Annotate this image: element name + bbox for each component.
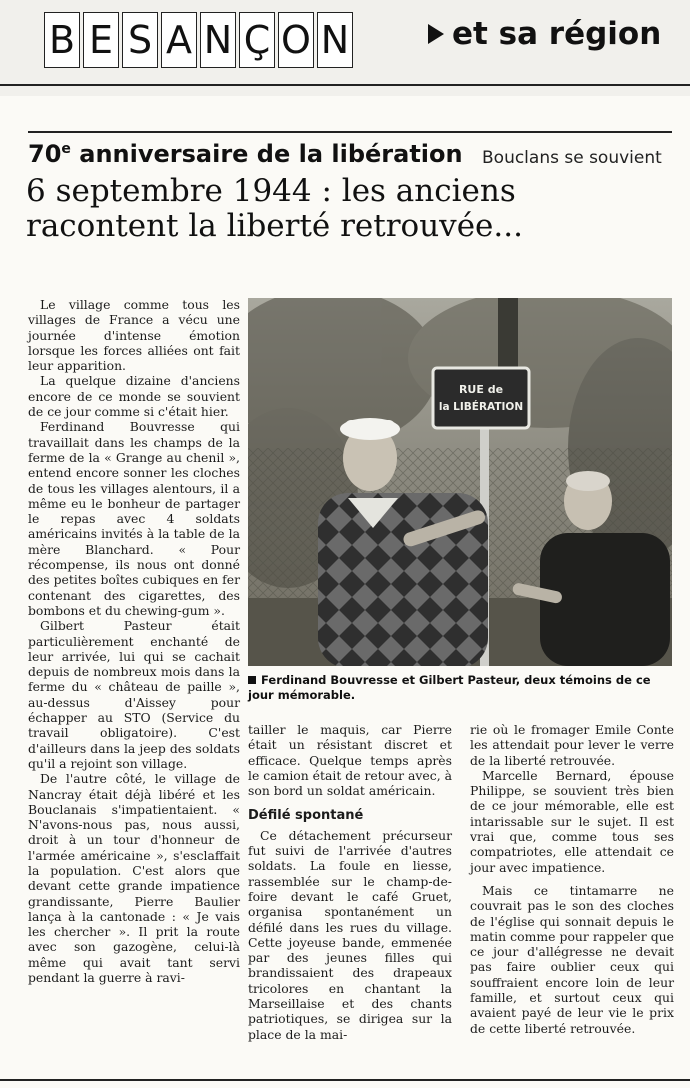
masthead-letter: Ç <box>239 12 275 68</box>
sign-line-2: la LIBÉRATION <box>438 401 524 413</box>
article-column-2 <box>248 722 452 1042</box>
masthead-letter: O <box>278 12 314 68</box>
paragraph: Ce détachement précurseur fut suivi de l'arrivée d'autres soldats. La foule en liesse, rassemblée sur le champ-de-foire devant le café Gruet, organisa spontanément un défilé dans les rues du village. Cette joyeuse bande, emmenée par des jeunes filles qui brandissaient des drapeaux tricolores en chantant la Marseillaise et des chants patriotiques, se dirigea sur la place de la mai- <box>248 827 452 1042</box>
paragraph: Marcelle Bernard, épouse Philippe, se souvient très bien de ce jour mémorable, elle est intarissable sur le sujet. Il est vrai que, comme tous ses compatriotes, elle attendait ce jour avec impatience. <box>470 767 674 875</box>
headline-line-2: racontent la liberté retrouvée... <box>26 208 523 244</box>
headline-line-1: 6 septembre 1944 : les anciens <box>26 173 516 209</box>
kicker-subtitle: Bouclans se souvient <box>482 148 662 168</box>
region-label: et sa région <box>452 16 662 52</box>
article-column-1 <box>28 297 240 985</box>
masthead-rule <box>0 84 690 86</box>
masthead-region <box>428 16 661 52</box>
triangle-arrow-icon <box>428 24 444 44</box>
kicker-superscript: e <box>61 141 71 157</box>
photo-illustration <box>248 298 672 666</box>
footer-rule <box>0 1079 690 1081</box>
paragraph: Le village comme tous les villages de France a vécu une journée d'intense émotion lorsque les forces alliées ont fait leur apparition. <box>28 297 240 374</box>
paragraph: Ferdinand Bouvresse qui travaillait dans les champs de la ferme de la « Grange au chenil », entend encore sonner les cloches de tous les villages alentours, il a même eu le bonheur de partager le repas avec 4 soldats américains invités à la table de la mère Blanchard. « Pour récompense, ils nous ont donné des petites boîtes cubiques en fer contenant des cigarettes, des bombons et du chewing-gum ». <box>28 419 240 618</box>
paragraph: Mais ce tintamarre ne couvrait pas le son des cloches de l'église qui sonnait depuis le matin comme pour rappeler que ce jour d'allégresse ne devait pas faire oublier ceux qui souffraient encore loin de leur famille, et surtout ceux qui avaient payé de leur vie le prix de cette liberté retrouvée. <box>470 882 674 1036</box>
paragraph-continued: tailler le maquis, car Pierre était un résistant discret et efficace. Quelque temps après le camion était de retour avec, à son bord un soldat américain. <box>248 722 452 799</box>
article-column-3 <box>470 722 674 1036</box>
caption-text: Ferdinand Bouvresse et Gilbert Pasteur, deux témoins de ce jour mémorable. <box>248 673 651 702</box>
masthead-letter: N <box>317 12 353 68</box>
masthead-letter: S <box>122 12 158 68</box>
kicker-number: 70 <box>28 140 62 168</box>
sign-line-1: RUE de <box>458 383 504 396</box>
masthead-letter: B <box>44 12 80 68</box>
headline-title <box>26 174 666 244</box>
paragraph-continued: rie où le fromager Emile Conte les attendait pour lever le verre de la liberté retrouvée. <box>470 722 674 768</box>
square-bullet-icon <box>248 676 256 684</box>
photo-caption <box>248 673 672 703</box>
kicker <box>28 140 463 168</box>
masthead-city <box>44 12 356 68</box>
kicker-text: anniversaire de la libération <box>70 140 463 168</box>
photo <box>248 298 672 666</box>
masthead-letter: E <box>83 12 119 68</box>
headline-rule <box>28 131 672 133</box>
paragraph: La quelque dizaine d'anciens encore de ce monde se souvient de ce jour comme si c'était hier. <box>28 373 240 420</box>
subheading: Défilé spontané <box>248 808 364 824</box>
masthead-letter: N <box>200 12 236 68</box>
paragraph: Gilbert Pasteur était particulièrement enchanté de leur arrivée, lui qui se cachait depuis de nombreux mois dans la ferme du « château de paille », au-dessus d'Aissey pour échapper au STO (Service du travail obligatoire). C'est d'ailleurs dans la jeep des soldats qu'il a rejoint son village. <box>28 618 240 771</box>
masthead <box>0 0 690 96</box>
masthead-letter: A <box>161 12 197 68</box>
paragraph: De l'autre côté, le village de Nancray était déjà libéré et les Bouclanais s'impatientaient. « N'avons-nous pas, nous aussi, droit à un tour d'honneur de l'armée américaine », s'esclaffait la population. C'est alors que devant cette grande impatience grandissante, Pierre Baulier lança à la cantonade : « Je vais les chercher ». Il prit la route avec son gazogène, celui-là même qui avait tant servi pendant la guerre à ravi- <box>28 771 240 986</box>
